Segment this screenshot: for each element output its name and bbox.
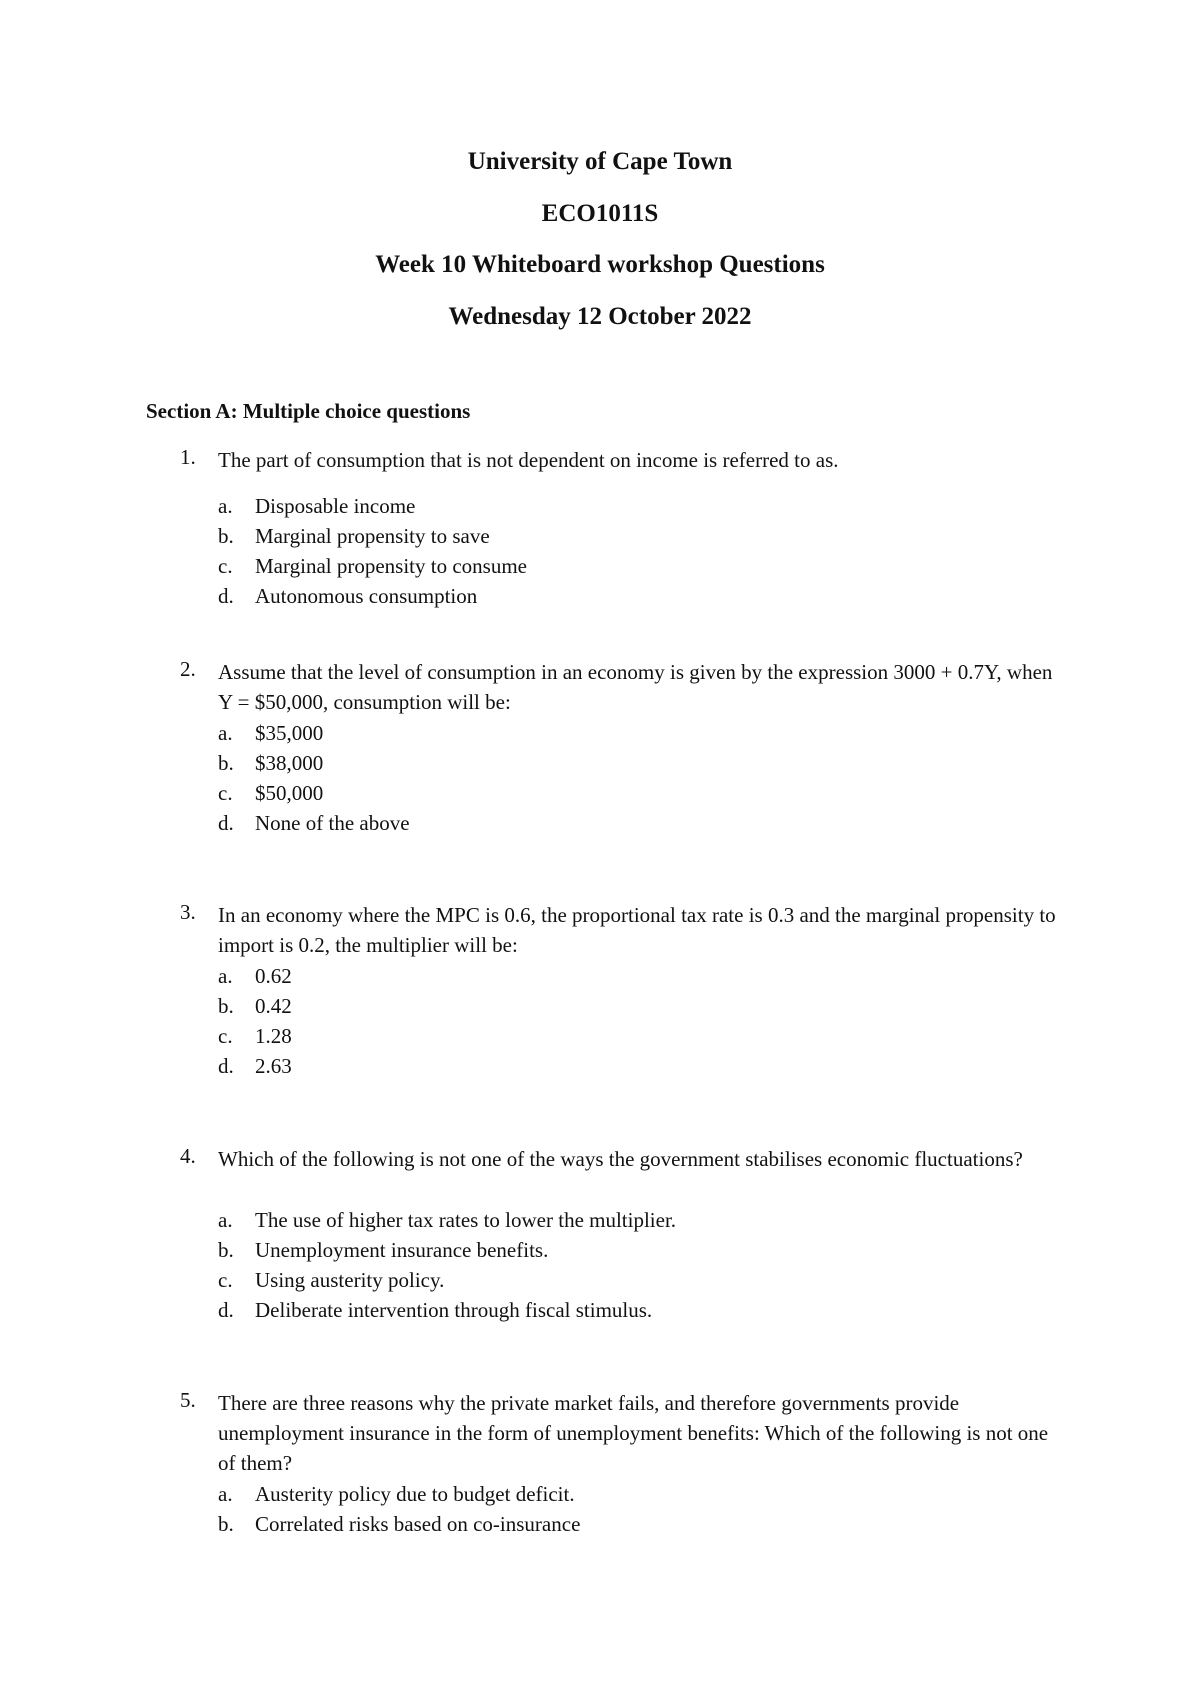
- question-number: 2.: [180, 657, 196, 681]
- option-letter: d.: [218, 584, 234, 608]
- option-text: 2.63: [255, 1054, 292, 1078]
- option-text: None of the above: [255, 811, 410, 835]
- option-letter: d.: [218, 1054, 234, 1078]
- worksheet-title: Week 10 Whiteboard workshop Questions: [375, 251, 825, 278]
- option-letter: d.: [218, 811, 234, 835]
- option-text: Marginal propensity to consume: [255, 554, 527, 578]
- option-letter: b.: [218, 1238, 234, 1262]
- option-letter: b.: [218, 524, 234, 548]
- question-text: Which of the following is not one of the ways the government stabilises economic fluctuations?: [218, 1147, 1023, 1171]
- option-text: Deliberate intervention through fiscal stimulus.: [255, 1298, 653, 1322]
- option-text: 0.42: [255, 994, 292, 1018]
- option-letter: a.: [218, 1208, 233, 1232]
- option-letter: c.: [218, 1268, 233, 1292]
- worksheet-date: Wednesday 12 October 2022: [448, 303, 752, 330]
- question-number: 4.: [180, 1144, 196, 1168]
- option-text: Austerity policy due to budget deficit.: [255, 1482, 575, 1506]
- option-text: 1.28: [255, 1024, 292, 1048]
- option-letter: d.: [218, 1298, 234, 1322]
- option-letter: b.: [218, 1512, 234, 1536]
- option-text: Using austerity policy.: [255, 1268, 445, 1292]
- option-letter: c.: [218, 554, 233, 578]
- option-letter: c.: [218, 1024, 233, 1048]
- course-code: ECO1011S: [541, 200, 659, 227]
- option-text: $35,000: [255, 721, 324, 745]
- option-letter: b.: [218, 994, 234, 1018]
- option-letter: a.: [218, 964, 233, 988]
- option-letter: a.: [218, 1482, 233, 1506]
- option-letter: a.: [218, 721, 233, 745]
- option-text: 0.62: [255, 964, 292, 988]
- question-number: 1.: [180, 445, 196, 469]
- option-text: Correlated risks based on co-insurance: [255, 1512, 581, 1536]
- question-number: 3.: [180, 900, 196, 924]
- question-number: 5.: [180, 1388, 196, 1412]
- question-text: In an economy where the MPC is 0.6, the proportional tax rate is 0.3 and the marginal propensity to import is 0.2, the multiplier will be:: [218, 903, 1056, 957]
- question-text: There are three reasons why the private market fails, and therefore governments provide unemployment insurance in the form of unemployment benefits: Which of the following is not one of them?: [218, 1391, 1049, 1475]
- section-a-title: Section A: Multiple choice questions: [146, 399, 471, 423]
- option-letter: a.: [218, 494, 233, 518]
- university-name: University of Cape Town: [467, 148, 733, 175]
- option-text: Disposable income: [255, 494, 416, 518]
- option-text: The use of higher tax rates to lower the multiplier.: [255, 1208, 677, 1232]
- question-text: The part of consumption that is not dependent on income is referred to as.: [218, 448, 839, 472]
- question-text: Assume that the level of consumption in an economy is given by the expression 3000 + 0.7Y, when Y = $50,000, consumption will be:: [218, 660, 1053, 714]
- option-text: $38,000: [255, 751, 324, 775]
- option-letter: b.: [218, 751, 234, 775]
- option-text: Marginal propensity to save: [255, 524, 490, 548]
- option-letter: c.: [218, 781, 233, 805]
- option-text: Unemployment insurance benefits.: [255, 1238, 549, 1262]
- option-text: $50,000: [255, 781, 324, 805]
- option-text: Autonomous consumption: [255, 584, 478, 608]
